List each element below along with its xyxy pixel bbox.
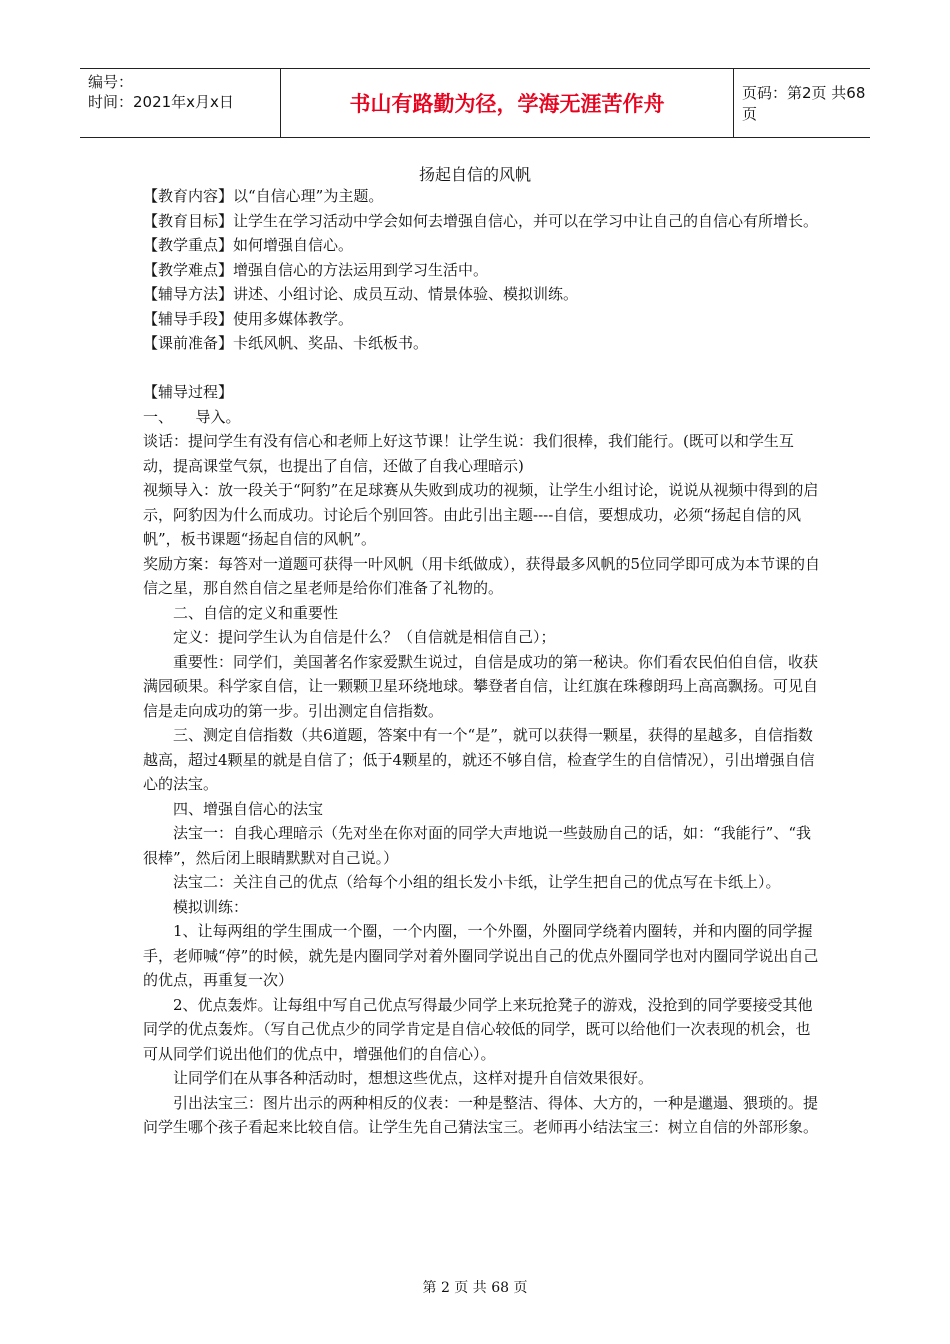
- paragraph-method: 【辅导方法】讲述、小组讨论、成员互动、情景体验、模拟训练。: [143, 285, 579, 303]
- paragraph-content: 【教育内容】以“自信心理”为主题。: [143, 187, 384, 205]
- paragraph-advice: 让同学们在从事各种活动时，想想这些优点，这样对提升自信效果很好。: [173, 1069, 654, 1087]
- blank-line: [143, 356, 823, 381]
- paragraph-section-1: 一、 导入。: [143, 407, 241, 426]
- paragraph-treasure-1: 法宝一：自我心理暗示（先对坐在你对面的同学大声地说一些鼓励自己的话，如：“我能行”、“我很棒”，然后闭上眼睛默默对自己说。）: [143, 824, 812, 867]
- paragraph-training: 模拟训练：: [173, 897, 249, 916]
- document-title: 扬起自信的风帆: [418, 165, 531, 184]
- paragraph-reward: 奖励方案：每答对一道题可获得一叶风帆（用卡纸做成），获得最多风帆的5位同学即可成为本节课的自信之星，那自然自信之星老师是给你们准备了礼物的。: [143, 554, 821, 597]
- paragraph-video: 视频导入：放一段关于“阿豹”在足球赛从失败到成功的视频，让学生小组讨论，说说从视频中得到的启示，阿豹因为什么而成功。讨论后个别回答。由此引出主题----自信，要想成功，必须“扬起自信的风帆”，板书课题“扬起自信的风帆”。: [143, 481, 819, 548]
- paragraph-training-2: 2、优点轰炸。让每组中写自己优点写得最少同学上来玩抢凳子的游戏，没抢到的同学要接受其他同学的优点轰炸。（写自己优点少的同学肯定是自信心较低的同学，既可以给他们一次表现的机会，也可从同学们说出他们的优点中，增强他们的自信心）。: [143, 995, 813, 1063]
- paragraph-training-1: 1、让每两组的学生围成一个圈，一个内圈，一个外圈，外圈同学绕着内圈转，并和内圈的同学握手，老师喊“停”的时候，就先是内圈同学对着外圈同学说出自己的优点外圈同学也对内圈同学说出自己的优点，再重复一次）: [143, 922, 819, 989]
- paragraph-section-3: 三、测定自信指数（共6道题，答案中有一个“是”，就可以获得一颗星，获得的星越多，自信指数越高，超过4颗星的就是自信了；低于4颗星的，就还不够自信，检查学生的自信情况），引出增强自信心的法宝。: [143, 726, 815, 793]
- document-body: [143, 184, 823, 1140]
- paragraph-definition: 定义：提问学生认为自信是什么？（自信就是相信自己）；: [173, 628, 556, 646]
- header-page-info: 页码：第2页 共68页: [742, 84, 866, 123]
- paragraph-treasure-2: 法宝二：关注自己的优点（给每个小组的组长发小卡纸，让学生把自己的优点写在卡纸上）。: [173, 873, 781, 891]
- page-header: [80, 68, 870, 138]
- paragraph-means: 【辅导手段】使用多媒体教学。: [143, 309, 354, 328]
- paragraph-importance: 重要性：同学们，美国著名作家爱默生说过，自信是成功的第一秘诀。你们看农民伯伯自信，收获满园硕果。科学家自信，让一颗颗卫星环绕地球。攀登者自信，让红旗在珠穆朗玛上高高飘扬。可见自信是走向成功的第一步。引出测定自信指数。: [143, 652, 819, 720]
- header-motto: 书山有路勤为径，学海无涯苦作舟: [280, 69, 734, 137]
- paragraph-process-heading: 【辅导过程】: [143, 383, 234, 401]
- header-meta: [88, 72, 234, 112]
- paragraph-section-4: 四、增强自信心的法宝: [173, 799, 324, 818]
- paragraph-preparation: 【课前准备】卡纸风帆、奖品、卡纸板书。: [143, 334, 429, 352]
- paragraph-treasure-3: 引出法宝三：图片出示的两种相反的仪表：一种是整洁、得体、大方的，一种是邋遢、猥琐的。提问学生哪个孩子看起来比较自信。让学生先自己猜法宝三。老师再小结法宝三：树立自信的外部形象。: [143, 1093, 819, 1136]
- number-label: 编号：: [88, 73, 134, 91]
- date-line: 时间：2021年x月x日: [88, 93, 234, 111]
- paragraph-section-2: 二、自信的定义和重要性: [173, 603, 339, 622]
- paragraph-goal: 【教育目标】让学生在学习活动中学会如何去增强自信心，并可以在学习中让自己的自信心有所增长。: [143, 211, 819, 230]
- paragraph-focus: 【教学重点】如何增强自信心。: [143, 236, 354, 254]
- paragraph-talk: 谈话：提问学生有没有信心和老师上好这节课！让学生说：我们很棒，我们能行。(既可以和学生互动，提高课堂气氛，也提出了自信，还做了自我心理暗示): [143, 432, 794, 475]
- paragraph-difficulty: 【教学难点】增强自信心的方法运用到学习生活中。: [143, 260, 489, 279]
- page-footer: 第 2 页 共 68 页: [422, 1280, 528, 1296]
